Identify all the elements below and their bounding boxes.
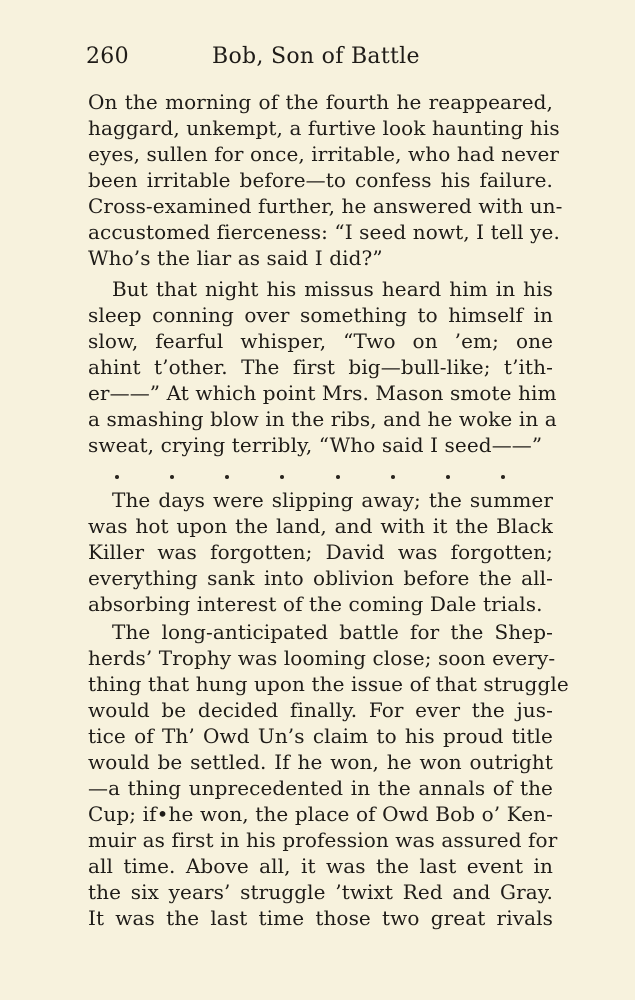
- paragraph-line: On the morning of the fourth he reappeared,: [88, 90, 553, 114]
- paragraph-line: Killer was forgotten; David was forgotten;: [88, 540, 553, 564]
- separator-dot: [225, 475, 229, 479]
- paragraph-line: would be decided finally. For ever the jus-: [88, 698, 553, 722]
- paragraph-line: all time. Above all, it was the last event in: [88, 854, 553, 878]
- page-header: [86, 44, 556, 78]
- paragraph-line: the six years’ struggle ’twixt Red and Gray.: [88, 880, 553, 904]
- paragraph-line: —a thing unprecedented in the annals of the: [88, 776, 553, 800]
- paragraph-line: It was the last time those two great rivals: [88, 906, 553, 930]
- paragraph-line: been irritable before—to confess his failure.: [88, 168, 553, 192]
- paragraph-line: sweat, crying terribly, “Who said I seed——”: [88, 433, 543, 457]
- paragraph-line: ahint t’other. The first big—bull-like; t’ith-: [88, 355, 553, 379]
- paragraph-line: was hot upon the land, and with it the Black: [88, 514, 553, 538]
- paragraph-line: But that night his missus heard him in his: [112, 277, 553, 301]
- paragraph-line: sleep conning over something to himself in: [88, 303, 553, 327]
- paragraph-line: muir as first in his profession was assured for: [88, 828, 558, 852]
- paragraph-line: would be settled. If he won, he won outright: [88, 750, 553, 774]
- separator-dot: [391, 475, 395, 479]
- paragraph-line: The long-anticipated battle for the Shep-: [112, 620, 553, 644]
- paragraph-line: er——” At which point Mrs. Mason smote him: [88, 381, 557, 405]
- running-title: Bob, Son of Battle: [212, 44, 420, 69]
- page-number: 260: [86, 44, 129, 69]
- paragraph-line: Who’s the liar as said I did?”: [88, 246, 383, 270]
- paragraph-line: a smashing blow in the ribs, and he woke in a: [88, 407, 557, 431]
- separator-dot: [115, 475, 119, 479]
- paragraph-line: eyes, sullen for once, irritable, who had never: [88, 142, 560, 166]
- paragraph-line: slow, fearful whisper, “Two on ’em; one: [88, 329, 553, 353]
- paragraph-line: everything sank into oblivion before the all-: [88, 566, 553, 590]
- separator-dot: [170, 475, 174, 479]
- paragraph-line: Cup; if•he won, the place of Owd Bob o’ Ken-: [88, 802, 553, 826]
- separator-dot: [501, 475, 505, 479]
- paragraph-line: haggard, unkempt, a furtive look haunting his: [88, 116, 560, 140]
- paragraph-line: tice of Th’ Owd Un’s claim to his proud title: [88, 724, 553, 748]
- section-separator: [115, 470, 505, 484]
- separator-dot: [280, 475, 284, 479]
- separator-dot: [336, 475, 340, 479]
- paragraph-line: absorbing interest of the coming Dale trials.: [88, 592, 543, 616]
- separator-dot: [446, 475, 450, 479]
- paragraph-line: Cross-examined further, he answered with un-: [88, 194, 563, 218]
- paragraph-line: accustomed fierceness: “I seed nowt, I tell ye.: [88, 220, 560, 244]
- paragraph-line: The days were slipping away; the summer: [112, 488, 553, 512]
- paragraph-line: thing that hung upon the issue of that struggle: [88, 672, 569, 696]
- paragraph-line: herds’ Trophy was looming close; soon every-: [88, 646, 556, 670]
